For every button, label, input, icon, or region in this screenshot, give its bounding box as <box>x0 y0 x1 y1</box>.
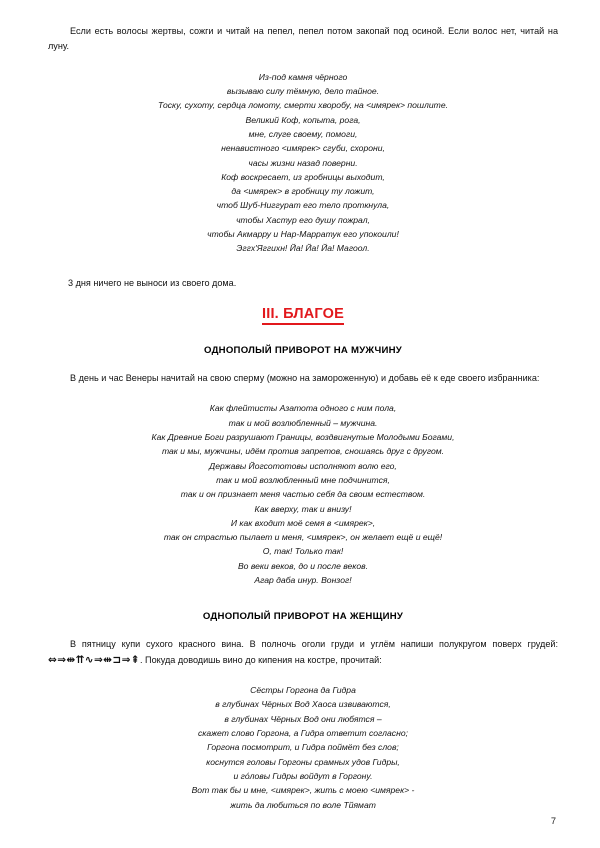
verse-line: Эггх'Яггихн! Йа! Йа! Йа! Магоол. <box>236 243 370 254</box>
male-rite-instruction: В день и час Венеры начитай на свою сперму (можно на замороженную) и добавь её к еде своего избранника: <box>70 373 540 384</box>
spacer <box>48 356 558 371</box>
verse-line: чтобы Хастур его душу пожрал, <box>236 214 370 225</box>
verse-line: и го́ловы Гидры войдут в Горгону. <box>233 770 373 781</box>
after-curse-paragraph: 3 дня ничего не выноси из своего дома. <box>68 277 237 288</box>
verse-line: Горгона посмотрит, и Гидра поймёт без слов; <box>207 742 399 753</box>
spacer <box>48 256 558 276</box>
verse-line: да <имярек> в гробницу ту ложит, <box>231 186 375 197</box>
verse-line: Во веки веков, до и после веков. <box>237 560 369 571</box>
verse-line: Тоску, сухоту, сердца ломоту, смерти хворобу, на <имярек> пошлите. <box>157 100 449 111</box>
verse-line: Коф воскресает, из гробницы выходит, <box>221 171 385 182</box>
verse-line: скажет слово Горгона, а Гидра ответит согласно; <box>198 728 408 739</box>
spacer <box>48 291 558 306</box>
spacer <box>48 386 558 401</box>
spacer <box>48 325 558 345</box>
subheading-male-rite: ОДНОПОЛЫЙ ПРИВОРОТ НА МУЖЧИНУ <box>203 345 403 357</box>
verse-line: так и мой возлюбленный – мужчина. <box>228 417 378 428</box>
verse-line: Великий Коф, копыта, рога, <box>245 114 361 125</box>
verse-line: Агар даба инур. Вонзог! <box>254 575 352 586</box>
intro-paragraph: Если есть волосы жертвы, сожги и читай на пепел, пепел потом закопай под осиной. Если волос нет, читай на луну. <box>48 26 558 52</box>
instruction-text-before-sigils: В пятницу купи сухого красного вина. В полночь оголи груди и углём напиши полукругом поверх грудей: <box>70 639 558 650</box>
spacer <box>48 622 558 637</box>
verse-line: Вот так бы и мне, <имярек>, жить с моею <имярек> - <box>191 785 415 796</box>
verse-line: чтоб Шуб-Ниггурат его тело проткнула, <box>216 200 390 211</box>
verse-line: так он страстью пылает и меня, <имярек>, он желает ещё и ещё! <box>163 532 443 543</box>
verse-line: чтобы Акмарру и Нар-Марратук его упокоили! <box>207 229 399 240</box>
verse-line: вызываю силу тёмную, дело тайное. <box>226 86 380 97</box>
verse-line: коснутся головы Горгоны срамных удов Гидры, <box>206 756 400 767</box>
verse-line: И как входит моё семя в <имярек>, <box>230 517 376 528</box>
curse-verse-block <box>48 70 558 256</box>
subheading-female-rite: ОДНОПОЛЫЙ ПРИВОРОТ НА ЖЕНЩИНУ <box>202 611 404 623</box>
spacer <box>48 587 558 611</box>
female-rite-verse-block <box>48 683 558 812</box>
verse-line: Державы Йогсототовы исполняют волю его, <box>209 460 397 471</box>
verse-line: так и мы, мужчины, идём против запретов, сношаясь друг с другом. <box>161 446 445 457</box>
verse-line: жить да любиться по воле Тйямат <box>230 799 376 810</box>
page-number: 7 <box>550 816 556 826</box>
male-rite-verse-block <box>48 401 558 587</box>
verse-line: Из-под камня чёрного <box>258 71 348 82</box>
verse-line: в глубинах Чёрных Вод они любятся – <box>224 713 382 724</box>
verse-line: часы жизни назад поверни. <box>248 157 358 168</box>
spacer <box>48 55 558 70</box>
verse-line: в глубинах Чёрных Вод Хаоса извиваются, <box>215 699 391 710</box>
verse-line: О, так! Только так! <box>262 546 344 557</box>
verse-line: Как Древние Боги разрушают Границы, воздвигнутые Молодыми Богами, <box>151 432 455 443</box>
verse-line: Как вверху, так и внизу! <box>254 503 352 514</box>
female-rite-instruction <box>48 637 558 668</box>
verse-line: так и он признает меня частью себя да своим естеством. <box>180 489 426 500</box>
verse-line: Сёстры Горгона да Гидра <box>250 685 356 696</box>
spacer <box>48 668 558 683</box>
instruction-text-after-sigils: . Покуда доводишь вино до кипения на костре, прочитай: <box>139 654 382 665</box>
verse-line: ненавистного <имярек> сгуби, схорони, <box>221 143 385 154</box>
verse-line: мне, слуге своему, помоги, <box>248 129 358 139</box>
sigil-sequence: ⇔⇒⇹⇈∿⇒⇹⊐⇒⇞ <box>48 653 140 666</box>
verse-line: Как флейтисты Азатота одного с ним пола, <box>209 403 397 414</box>
section-title <box>48 306 558 325</box>
section-title-text: III. БЛАГОЕ <box>262 306 344 325</box>
verse-line: так и мой возлюбленный мне подчинится, <box>216 474 390 485</box>
